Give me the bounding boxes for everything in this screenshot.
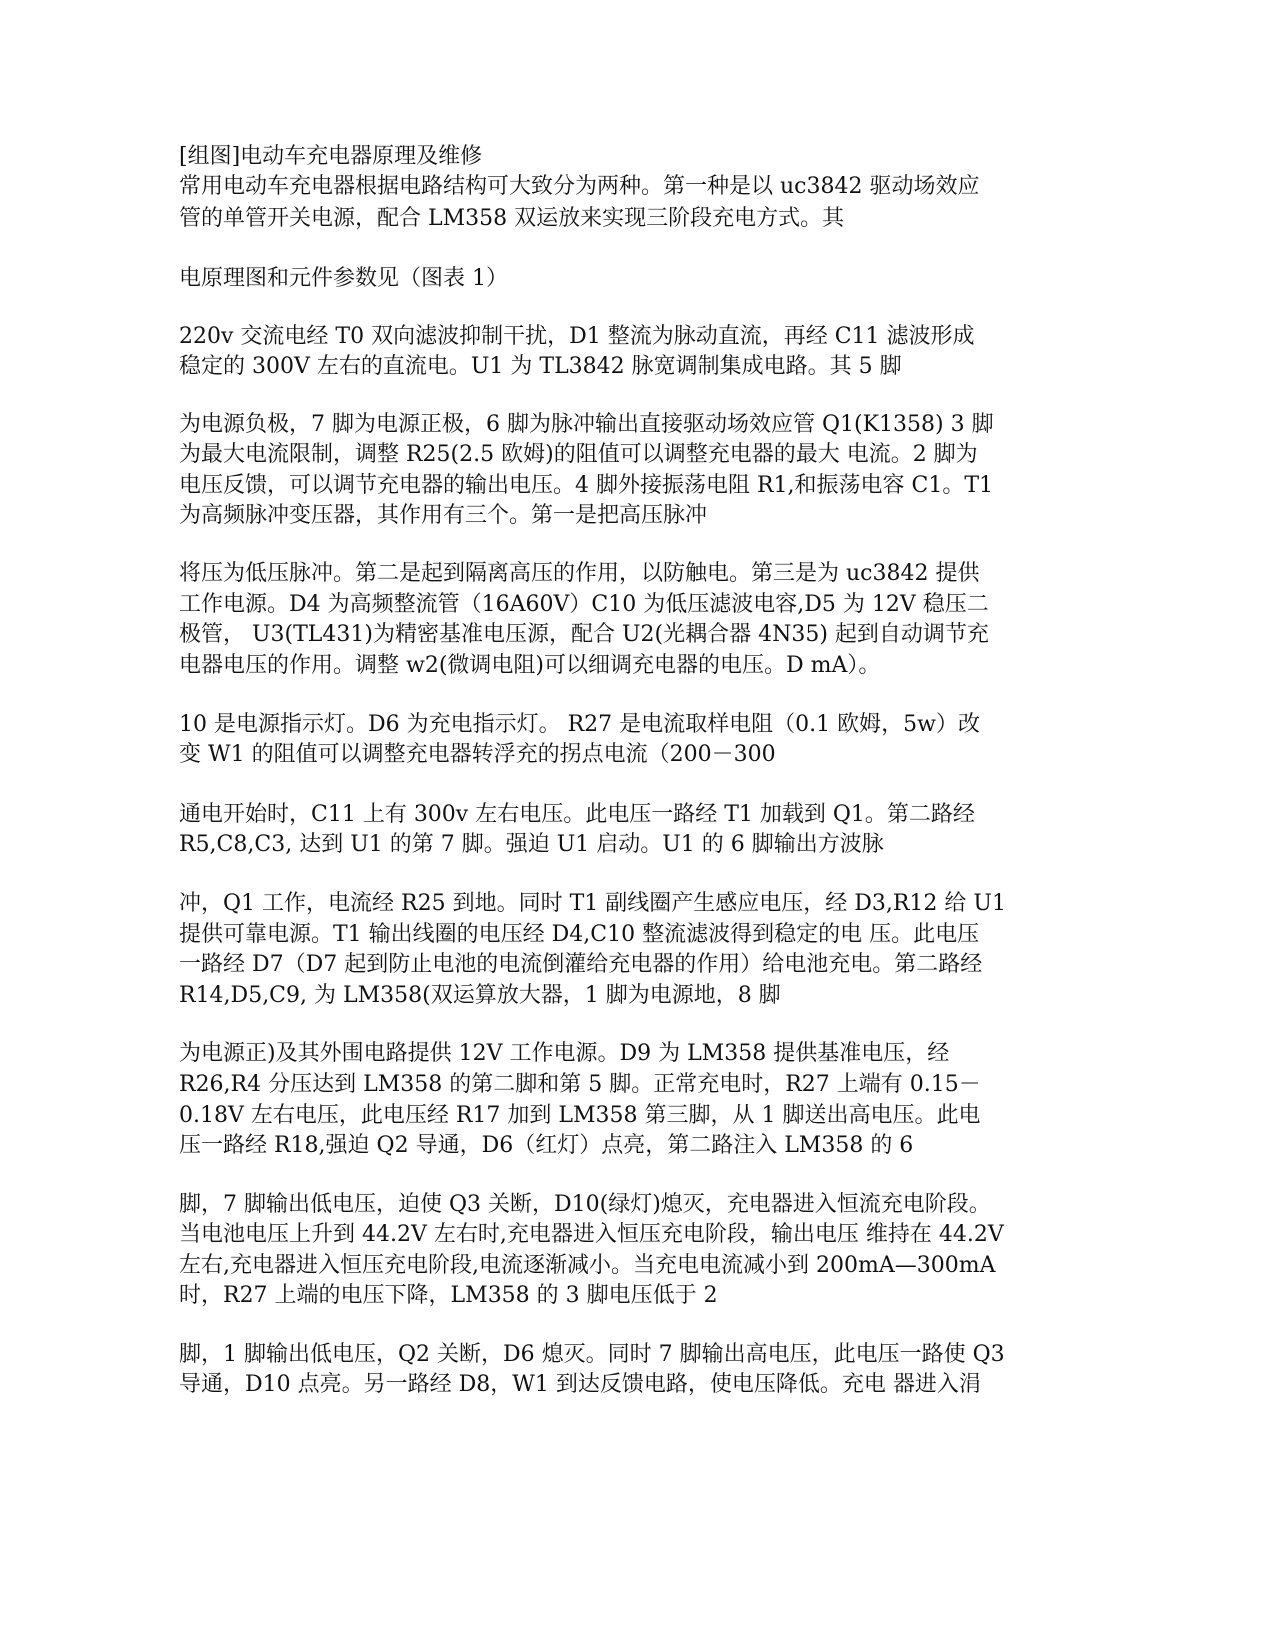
text-line: 电原理图和元件参数见（图表 1） (179, 266, 508, 291)
text-line: 管的单管开关电源，配合 LM358 双运放来实现三阶段充电方式。其 (179, 206, 845, 231)
text-line: 压一路经 R18,强迫 Q2 导通，D6（红灯）点亮，第二路注入 LM358 的 6 (179, 1133, 914, 1158)
text-line: 10 是电源指示灯。D6 为充电指示灯。 R27 是电流取样电阻（0.1 欧姆，5w）改 (179, 712, 980, 737)
text-line: R5,C8,C3, 达到 U1 的第 7 脚。强迫 U1 启动。U1 的 6 脚输出方波脉 (179, 832, 884, 857)
text-line: 当电池电压上升到 44.2V 左右时,充电器进入恒压充电阶段，输出电压 维持在 44.2V (179, 1222, 1004, 1247)
text-line: 变 W1 的阻值可以调整充电器转浮充的拐点电流（200－300 (179, 742, 776, 767)
text-line: 常用电动车充电器根据电路结构可大致分为两种。第一种是以 uc3842 驱动场效应 (179, 174, 980, 199)
text-line: 电压反馈，可以调节充电器的输出电压。4 脚外接振荡电阻 R1,和振荡电容 C1。T1 (179, 473, 994, 498)
text-line: 极管， U3(TL431)为精密基准电压源，配合 U2(光耦合器 4N35) 起到自动调节充 (179, 622, 989, 647)
text-line: 脚，1 脚输出低电压，Q2 关断，D6 熄灭。同时 7 脚输出高电压，此电压一路使 Q3 (179, 1342, 1005, 1367)
text-line: 一路经 D7（D7 起到防止电池的电流倒灌给充电器的作用）给电池充电。第二路经 (179, 952, 983, 977)
text-line: 通电开始时，C11 上有 300v 左右电压。此电压一路经 T1 加载到 Q1。第二路经 (179, 802, 975, 827)
text-line: 为高频脉冲变压器，其作用有三个。第一是把高压脉冲 (179, 503, 708, 528)
text-line: 220v 交流电经 T0 双向滤波抑制干扰，D1 整流为脉动直流，再经 C11 滤波形成 (179, 324, 975, 349)
text-line: 冲，Q1 工作，电流经 R25 到地。同时 T1 副线圈产生感应电压，经 D3,R12 给 U1 (179, 891, 1006, 916)
text-line: 工作电源。D4 为高频整流管（16A60V）C10 为低压滤波电容,D5 为 12V 稳压二 (179, 592, 989, 617)
text-line: 导通，D10 点亮。另一路经 D8，W1 到达反馈电路，使电压降低。充电 器进入涓 (179, 1372, 981, 1397)
text-line: 电器电压的作用。调整 w2(微调电阻)可以细调充电器的电压。D mA）。 (179, 653, 881, 678)
text-line: 稳定的 300V 左右的直流电。U1 为 TL3842 脉宽调制集成电路。其 5 脚 (179, 354, 902, 379)
text-line: 脚，7 脚输出低电压，迫使 Q3 关断，D10(绿灯)熄灭，充电器进入恒流充电阶段。 (179, 1192, 991, 1217)
text-line: R14,D5,C9, 为 LM358(双运算放大器，1 脚为电源地，8 脚 (179, 983, 781, 1008)
text-line: 时，R27 上端的电压下降，LM358 的 3 脚电压低于 2 (179, 1283, 718, 1308)
text-line: 将压为低压脉冲。第二是起到隔离高压的作用，以防触电。第三是为 uc3842 提供 (179, 561, 980, 586)
text-line: 0.18V 左右电压，此电压经 R17 加到 LM358 第三脚，从 1 脚送出高电压。此电 (179, 1103, 981, 1128)
text-line: 为最大电流限制，调整 R25(2.5 欧姆)的阻值可以调整充电器的最大 电流。2 脚为 (179, 442, 978, 467)
document-title: [组图]电动车充电器原理及维修 (179, 144, 483, 169)
text-line: 为电源正)及其外围电路提供 12V 工作电源。D9 为 LM358 提供基准电压，经 (179, 1041, 950, 1066)
text-line: 为电源负极，7 脚为电源正极，6 脚为脉冲输出直接驱动场效应管 Q1(K1358) 3 脚 (179, 412, 994, 437)
text-line: 提供可靠电源。T1 输出线圈的电压经 D4,C10 整流滤波得到稳定的电 压。此电压 (179, 922, 980, 947)
text-line: 左右,充电器进入恒压充电阶段,电流逐渐减小。当充电电流减小到 200mA—300mA (179, 1253, 996, 1278)
text-line: R26,R4 分压达到 LM358 的第二脚和第 5 脚。正常充电时，R27 上端有 0.15－ (179, 1072, 981, 1097)
